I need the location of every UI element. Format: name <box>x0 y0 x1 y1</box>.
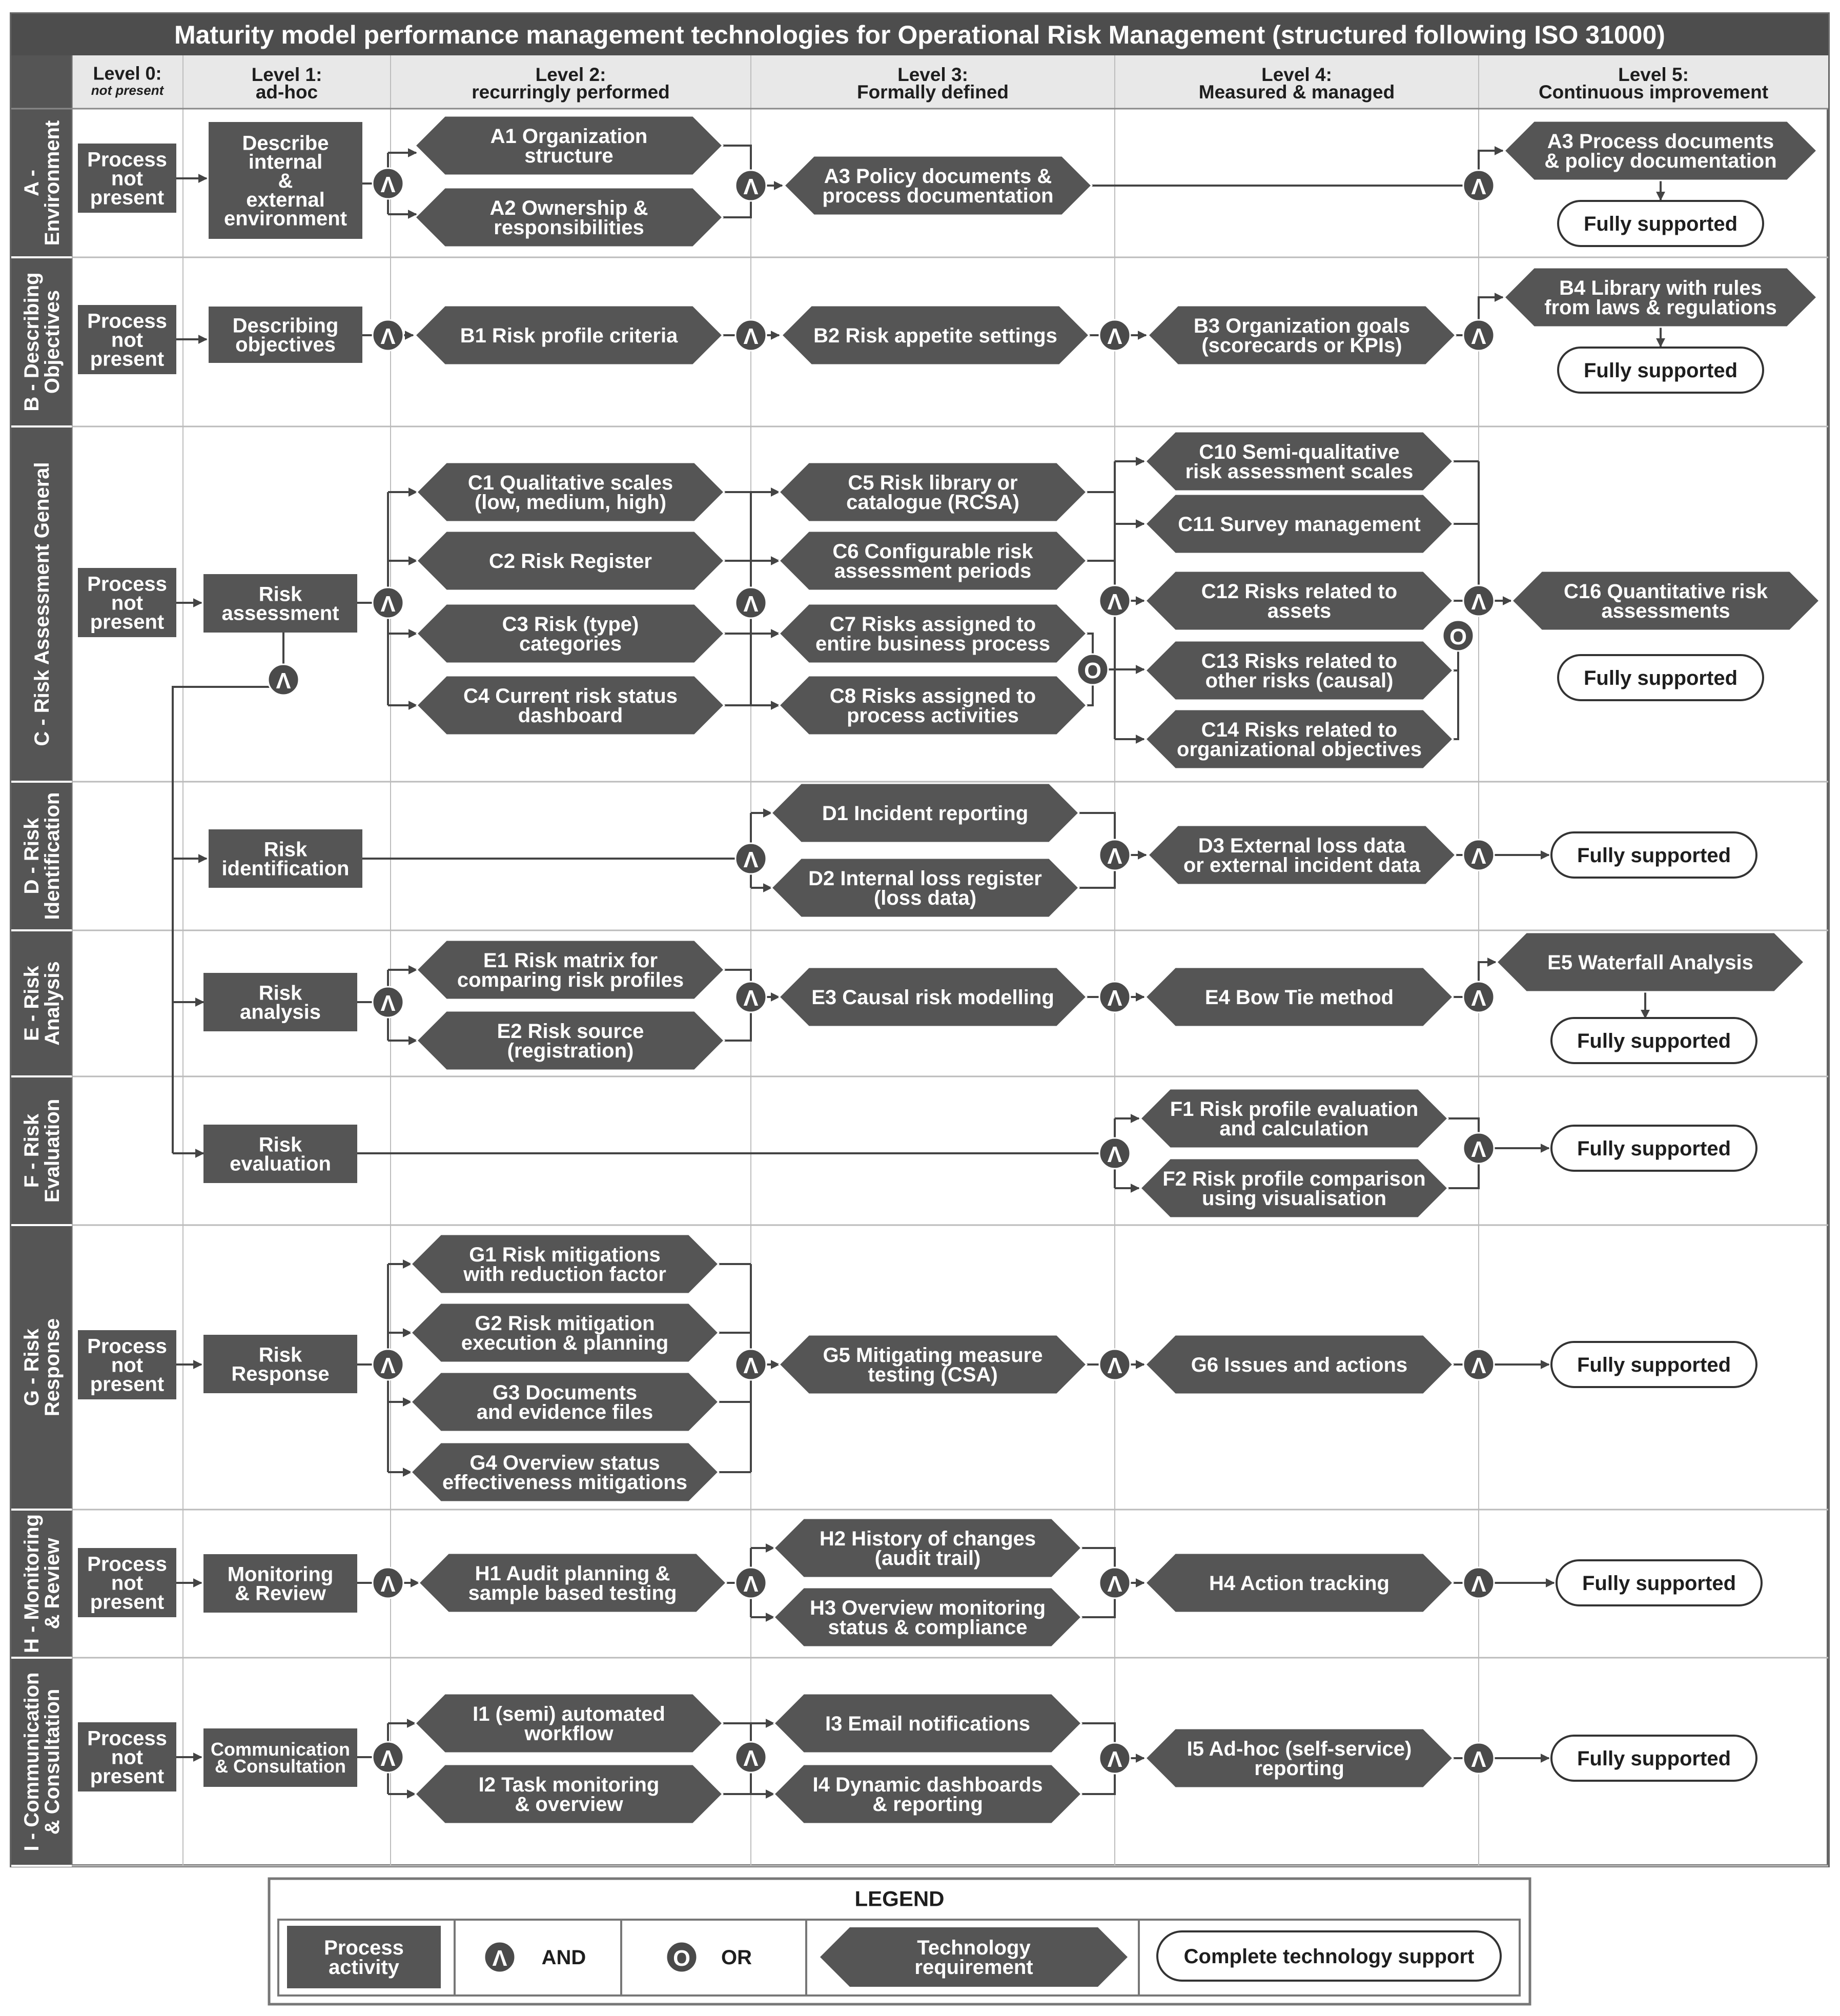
fully-supported-G <box>1551 1342 1756 1387</box>
technology-requirement-b4 <box>1504 268 1817 327</box>
level-title: Level 0: <box>93 63 162 84</box>
and-gate-icon <box>1099 1138 1130 1169</box>
row-label-C <box>31 462 53 746</box>
technology-requirement-a1 <box>415 116 723 175</box>
or-gate-icon <box>1443 620 1474 651</box>
requirement-label: C2 Risk Register <box>489 550 652 573</box>
technology-requirement-h2 <box>774 1518 1081 1578</box>
and-gate-icon <box>1099 1567 1130 1598</box>
level-header-1 <box>252 64 322 103</box>
technology-requirement-f1 <box>1140 1089 1448 1148</box>
and-symbol: Λ <box>1471 1354 1486 1379</box>
requirement-label: I2 Task monitoring & overview <box>478 1774 660 1816</box>
technology-requirement-d1 <box>771 783 1079 843</box>
and-symbol: Λ <box>380 991 396 1016</box>
legend-and-label: AND <box>541 1946 586 1969</box>
technology-requirement-c3 <box>417 604 724 663</box>
requirement-label: A2 Ownership & responsibilities <box>489 197 648 239</box>
requirement-label: E5 Waterfall Analysis <box>1547 951 1753 974</box>
fully-supported-label: Fully supported <box>1584 213 1737 235</box>
technology-requirement-c11 <box>1146 494 1453 554</box>
or-symbol: O <box>1084 659 1101 684</box>
technology-requirement-c14 <box>1146 709 1453 769</box>
and-gate-icon <box>373 1742 403 1773</box>
requirement-label: I1 (semi) automated workflow <box>473 1703 665 1745</box>
and-symbol: Λ <box>1471 986 1486 1011</box>
and-gate-icon <box>1463 1743 1494 1774</box>
process-activity-A <box>209 122 362 239</box>
process-not-present-B <box>78 305 176 374</box>
and-symbol: Λ <box>743 175 759 200</box>
and-gate-icon <box>373 1349 403 1380</box>
requirement-label: G3 Documents and evidence files <box>476 1381 653 1423</box>
or-gate-icon <box>1077 654 1108 685</box>
and-symbol: Λ <box>1107 986 1122 1011</box>
and-symbol: Λ <box>380 173 396 198</box>
fully-supported-B <box>1558 348 1763 393</box>
technology-requirement-b2 <box>782 306 1089 365</box>
process-label: Communication & Consultation <box>210 1739 351 1777</box>
and-symbol: Λ <box>1471 175 1486 200</box>
and-gate-icon <box>735 1349 766 1380</box>
and-symbol: Λ <box>1107 1354 1122 1379</box>
requirement-label: G1 Risk mitigations with reduction factor <box>463 1244 666 1286</box>
and-gate-icon <box>1463 1349 1494 1380</box>
legend-technology-requirement <box>820 1927 1128 1987</box>
process-label: Describing objectives <box>232 314 339 356</box>
and-gate-icon <box>735 587 766 618</box>
technology-requirement-c10 <box>1146 432 1453 491</box>
and-symbol: Λ <box>743 1572 759 1597</box>
technology-requirement-c5 <box>779 462 1087 522</box>
and-symbol: Λ <box>1107 324 1122 350</box>
or-symbol: O <box>1449 625 1467 650</box>
row-label-text: C - Risk Assessment General <box>31 462 53 746</box>
fully-supported-label: Fully supported <box>1577 1747 1731 1770</box>
and-symbol: Λ <box>1471 590 1486 615</box>
or-gate-icon <box>666 1942 697 1972</box>
and-symbol: Λ <box>380 1746 396 1771</box>
and-gate-icon <box>1099 320 1130 351</box>
requirement-label: C7 Risks assigned to entire business process <box>815 613 1050 655</box>
requirement-label: F1 Risk profile evaluation and calculation <box>1170 1098 1419 1140</box>
process-activity-E <box>203 973 357 1031</box>
fully-supported-label: Fully supported <box>1582 1572 1736 1595</box>
requirement-label: D3 External loss data or external incident data <box>1183 834 1421 877</box>
process-not-present-A <box>78 144 176 213</box>
requirement-label: C10 Semi-qualitative risk assessment scales <box>1185 441 1414 483</box>
requirement-label: G6 Issues and actions <box>1191 1354 1408 1376</box>
and-symbol: Λ <box>1107 590 1122 615</box>
and-symbol: Λ <box>1471 1572 1486 1597</box>
requirement-label: C16 Quantitative risk assessments <box>1564 580 1768 622</box>
requirement-label: C11 Survey management <box>1178 513 1421 536</box>
requirement-label: D2 Internal loss register (loss data) <box>808 867 1042 909</box>
technology-requirement-i2 <box>415 1764 723 1824</box>
and-gate-icon <box>735 843 766 874</box>
row-label-text: B - DescribingObjectives <box>21 272 64 412</box>
requirement-label: E3 Causal risk modelling <box>811 986 1054 1009</box>
and-symbol: Λ <box>380 1354 396 1379</box>
requirement-label: I5 Ad-hoc (self-service) reporting <box>1187 1738 1412 1780</box>
requirement-label: C12 Risks related to assets <box>1201 580 1398 622</box>
and-gate-icon <box>1099 840 1130 870</box>
and-gate-icon <box>735 1742 766 1773</box>
technology-requirement-b3 <box>1148 306 1456 365</box>
process-label: Process not present <box>87 310 167 371</box>
legend-title: LEGEND <box>854 1886 945 1911</box>
requirement-label: I4 Dynamic dashboards & reporting <box>812 1774 1043 1816</box>
legend-complete-support <box>1157 1931 1501 1981</box>
technology-requirement-c13 <box>1146 641 1453 700</box>
requirement-label: B4 Library with rules from laws & regulations <box>1544 277 1777 319</box>
and-symbol: Λ <box>1471 1137 1486 1163</box>
row-label-G <box>21 1318 64 1416</box>
technology-requirement-c1 <box>417 462 724 522</box>
technology-requirement-h4 <box>1146 1553 1453 1613</box>
process-label: Risk assessment <box>221 583 339 625</box>
technology-requirement-e2 <box>417 1011 724 1070</box>
and-symbol: Λ <box>1107 1747 1122 1773</box>
level-title: Level 3: Formally defined <box>856 64 1009 103</box>
fully-supported-E <box>1551 1018 1756 1063</box>
and-symbol: Λ <box>380 592 396 617</box>
requirement-label: H1 Audit planning & sample based testing <box>468 1562 677 1604</box>
legend <box>269 1879 1530 2004</box>
requirement-label: C1 Qualitative scales (low, medium, high) <box>467 472 673 514</box>
requirement-label: H2 History of changes (audit trail) <box>819 1528 1036 1570</box>
fully-supported-label: Fully supported <box>1577 844 1731 867</box>
and-symbol: Λ <box>380 324 396 350</box>
and-symbol: Λ <box>743 324 759 350</box>
process-label: Process not present <box>87 1553 167 1614</box>
and-symbol: Λ <box>1471 844 1486 869</box>
row-label-text: D - RiskIdentification <box>21 792 64 920</box>
fully-supported-F <box>1551 1126 1756 1171</box>
and-gate-icon <box>1463 840 1494 870</box>
process-activity-B <box>209 307 362 363</box>
requirement-label: D1 Incident reporting <box>822 802 1029 825</box>
technology-requirement-a2 <box>415 188 723 247</box>
technology-requirement-c2 <box>417 531 724 590</box>
process-label: Risk Response <box>231 1343 330 1386</box>
row-label-text: I - Communication& Consultation <box>21 1672 64 1851</box>
technology-requirement-c16 <box>1512 571 1819 630</box>
row-label-B <box>21 272 64 411</box>
process-label: Process not present <box>87 148 167 209</box>
technology-requirement-f2 <box>1140 1158 1448 1218</box>
requirement-label: B1 Risk profile criteria <box>460 324 678 347</box>
row-label-E <box>21 961 64 1046</box>
process-label: Process not present <box>87 573 167 634</box>
and-symbol: Λ <box>743 1354 759 1379</box>
fully-supported-H <box>1557 1560 1762 1605</box>
level-title: Level 2: recurringly performed <box>472 64 670 103</box>
and-gate-icon <box>1463 170 1494 201</box>
fully-supported-label: Fully supported <box>1577 1354 1731 1376</box>
and-gate-icon <box>373 320 403 351</box>
and-gate-icon <box>1463 320 1494 351</box>
technology-requirement-a3b <box>1504 121 1817 180</box>
requirement-label: B3 Organization goals (scorecards or KPIs) <box>1193 315 1410 357</box>
requirement-label: E4 Bow Tie method <box>1204 986 1394 1009</box>
technology-requirement-c12 <box>1146 571 1453 630</box>
row-label-text: H - Monitoring& Review <box>21 1514 64 1654</box>
process-label: Monitoring & Review <box>227 1563 334 1605</box>
technology-requirement-i1 <box>415 1694 723 1753</box>
process-activity-I <box>203 1728 357 1787</box>
row-label-text: E - RiskAnalysis <box>21 961 64 1046</box>
and-symbol: Λ <box>380 1572 396 1597</box>
process-not-present-H <box>78 1548 176 1617</box>
process-not-present-C <box>78 568 176 637</box>
requirement-label: C3 Risk (type) categories <box>502 613 639 655</box>
and-gate-icon <box>373 1567 403 1598</box>
requirement-label: C6 Configurable risk assessment periods <box>832 540 1033 582</box>
and-gate-icon <box>1099 585 1130 616</box>
technology-requirement-b1 <box>415 306 723 365</box>
requirement-label: C14 Risks related to organizational objectives <box>1177 719 1422 761</box>
technology-requirement-h1 <box>419 1553 726 1613</box>
requirement-label: G2 Risk mitigation execution & planning <box>461 1312 669 1354</box>
technology-requirement-e3 <box>779 967 1087 1027</box>
and-gate-icon <box>735 320 766 351</box>
and-symbol: Λ <box>276 669 291 694</box>
requirement-label: C13 Risks related to other risks (causal) <box>1201 650 1398 692</box>
process-activity-D <box>209 829 362 888</box>
process-activity-H <box>203 1554 357 1613</box>
technology-requirement-i4 <box>774 1764 1081 1824</box>
technology-requirement-g5 <box>779 1335 1087 1394</box>
fully-supported-C <box>1558 655 1763 700</box>
and-symbol: Λ <box>1471 1747 1486 1773</box>
technology-requirement-c8 <box>779 676 1087 735</box>
level-title: Level 5: Continuous improvement <box>1538 64 1769 103</box>
diagram-title: Maturity model performance management technologies for Operational Risk Management (structured following ISO 31000) <box>174 21 1665 49</box>
technology-requirement-e5 <box>1497 932 1804 992</box>
technology-requirement-i3 <box>774 1694 1081 1753</box>
row-label-I <box>21 1673 64 1851</box>
process-label: Describe internal & external environment <box>223 132 347 230</box>
and-gate-icon <box>484 1942 515 1972</box>
technology-requirement-h3 <box>774 1587 1081 1647</box>
and-gate-icon <box>1099 1349 1130 1380</box>
process-activity-C <box>203 574 357 633</box>
technology-requirement-g1 <box>411 1234 719 1294</box>
requirement-label: E2 Risk source (registration) <box>497 1020 644 1062</box>
and-symbol: Λ <box>1107 1143 1122 1168</box>
row-label-F <box>21 1099 64 1203</box>
process-label: Risk identification <box>221 838 350 880</box>
fully-supported-A <box>1558 201 1763 246</box>
requirement-label: A3 Policy documents & process documentation <box>822 165 1054 207</box>
row-label-text: F - RiskEvaluation <box>21 1098 64 1203</box>
and-symbol: Λ <box>743 848 759 873</box>
process-activity-F <box>203 1125 357 1183</box>
legend-or-label: OR <box>721 1946 752 1969</box>
requirement-label: H3 Overview monitoring status & compliance <box>809 1597 1046 1639</box>
technology-requirement-g4 <box>411 1442 719 1502</box>
legend-process-label: Process activity <box>324 1937 404 1979</box>
technology-requirement-g3 <box>411 1372 719 1432</box>
and-gate-icon <box>1463 982 1494 1012</box>
requirement-label: B2 Risk appetite settings <box>813 324 1057 347</box>
requirement-label: A1 Organization structure <box>490 125 648 167</box>
requirement-label: C8 Risks assigned to process activities <box>829 685 1036 727</box>
fully-supported-label: Fully supported <box>1577 1030 1731 1052</box>
and-symbol: Λ <box>743 592 759 617</box>
requirement-label: G4 Overview status effectiveness mitigations <box>442 1452 687 1494</box>
requirement-label: C4 Current risk status dashboard <box>463 685 678 727</box>
row-label-text: A -Environment <box>21 120 64 246</box>
process-not-present-G <box>78 1330 176 1399</box>
technology-requirement-c4 <box>417 676 724 735</box>
row-label-text: G - RiskResponse <box>21 1318 64 1417</box>
and-gate-icon <box>373 587 403 618</box>
fully-supported-label: Fully supported <box>1584 667 1737 689</box>
legend-process-activity <box>287 1926 441 1988</box>
and-symbol: Λ <box>1107 1572 1122 1597</box>
level-title: Level 1: ad-hoc <box>251 64 322 103</box>
requirement-label: H4 Action tracking <box>1209 1572 1389 1595</box>
technology-requirement-c6 <box>779 531 1087 590</box>
requirement-label: C5 Risk library or catalogue (RCSA) <box>846 472 1019 514</box>
fully-supported-label: Fully supported <box>1577 1137 1731 1160</box>
and-symbol: Λ <box>743 1746 759 1771</box>
technology-requirement-e1 <box>417 940 724 1000</box>
and-gate-icon <box>1463 1133 1494 1164</box>
process-not-present-I <box>78 1722 176 1791</box>
and-gate-icon <box>735 982 766 1012</box>
technology-requirement-i5 <box>1146 1728 1453 1788</box>
requirement-label: A3 Process documents & policy documentation <box>1544 130 1777 172</box>
process-activity-G <box>203 1335 357 1393</box>
level-subtitle: not present <box>91 83 164 98</box>
and-gate-icon <box>1099 982 1130 1012</box>
process-label: Process not present <box>87 1727 167 1788</box>
process-label: Risk analysis <box>240 982 321 1024</box>
and-symbol: Λ <box>1107 844 1122 869</box>
or-symbol: O <box>673 1946 690 1971</box>
process-label: Process not present <box>87 1335 167 1396</box>
fully-supported-D <box>1551 832 1756 878</box>
requirement-label: G5 Mitigating measure testing (CSA) <box>823 1344 1043 1386</box>
and-symbol: Λ <box>743 986 759 1011</box>
legend-complete-label: Complete technology support <box>1183 1945 1475 1968</box>
legend-technology-label: Technology requirement <box>914 1937 1033 1979</box>
technology-requirement-a3a <box>784 156 1092 215</box>
and-symbol: Λ <box>492 1946 507 1971</box>
process-label: Risk evaluation <box>230 1133 331 1175</box>
level-title: Level 4: Measured & managed <box>1198 64 1395 103</box>
and-gate-icon <box>373 168 403 199</box>
and-gate-icon <box>1463 585 1494 616</box>
technology-requirement-e4 <box>1146 967 1453 1027</box>
technology-requirement-g2 <box>411 1303 719 1362</box>
and-gate-icon <box>735 170 766 201</box>
requirement-label: I3 Email notifications <box>825 1713 1031 1735</box>
and-gate-icon <box>1099 1743 1130 1774</box>
fully-supported-label: Fully supported <box>1584 359 1737 382</box>
technology-requirement-d2 <box>771 858 1079 918</box>
and-gate-icon <box>373 987 403 1017</box>
technology-requirement-c7 <box>779 604 1087 663</box>
and-gate-icon <box>1463 1567 1494 1598</box>
technology-requirement-g6 <box>1146 1335 1453 1394</box>
and-symbol: Λ <box>1471 324 1486 350</box>
and-gate-icon <box>268 664 299 695</box>
fully-supported-I <box>1551 1736 1756 1781</box>
requirement-label: E1 Risk matrix for comparing risk profiles <box>457 949 684 991</box>
requirement-label: F2 Risk profile comparison using visualisation <box>1162 1168 1426 1210</box>
and-gate-icon <box>735 1567 766 1598</box>
technology-requirement-d3 <box>1148 825 1456 885</box>
level-header-0 <box>91 63 165 98</box>
